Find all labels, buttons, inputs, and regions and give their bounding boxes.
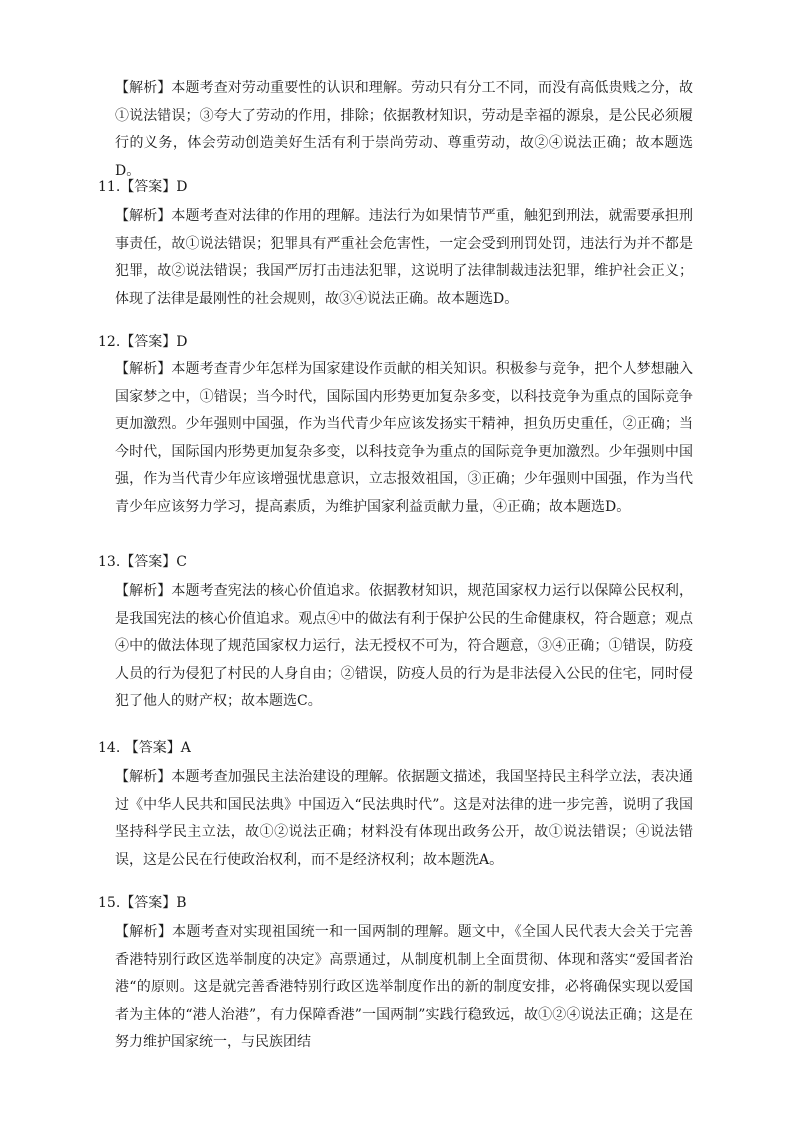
answer-11: 11.【答案】D xyxy=(98,179,188,195)
analysis-12: 【解析】本题考查青少年怎样为国家建设作贡献的相关知识。积极参与竞争，把个人梦想融入国家梦之中，①错误；当今时代，国际国内形势更加复杂多变，以科技竞争为重点的国际竞争更加激烈。少年强则中国强，作为当代青少年应该发扬实干精神，担负历史重任，②正确；当今时代，国际国内形势更加复杂多变，以科技竞争为重点的国际竞争更加激烈。少年强则中国强，作为当代青少年应该增强忧患意识，立志报效祖国，③正确；少年强则中国强，作为当代青少年应该努力学习，提高素质，为维护国家利益贡献力量，④正确；故本题选D。 xyxy=(115,361,693,515)
answer-13: 13.【答案】C xyxy=(98,554,187,570)
analysis-11: 【解析】本题考查对法律的作用的理解。违法行为如果情节严重，触犯到刑法，就需要承担刑事责任，故①说法错误；犯罪具有严重社会危害性，一定会受到刑罚处罚，违法行为并不都是犯罪，故②说法错误；我国严厉打击违法犯罪，这说明了法律制裁违法犯罪，维护社会正义；体现了法律是最刚性的社会规则，故③④说法正确。故本题选D。 xyxy=(115,208,693,307)
analysis-13: 【解析】本题考查宪法的核心价值追求。依据教材知识，规范国家权力运行以保障公民权利，是我国宪法的核心价值追求。观点④中的做法有利于保护公民的生命健康权，符合题意；观点④中的做法体现了规范国家权力运行，法无授权不可为，符合题意，③④正确；①错误，防疫人员的行为侵犯了村民的人身自由；②错误，防疫人员的行为是非法侵入公民的住宅，同时侵犯了他人的财产权；故本题选C。 xyxy=(115,583,693,709)
answer-15: 15.【答案】B xyxy=(98,895,187,911)
answer-14: 14. 【答案】A xyxy=(98,740,191,756)
answer-12: 12.【答案】D xyxy=(98,334,188,350)
analysis-14: 【解析】本题考查加强民主法治建设的理解。依据题文描述，我国坚持民主科学立法，表决通过《中华人民共和国民法典》中国迈入“民法典时代”。这是对法律的进一步完善，说明了我国坚持科学民主立法，故①②说法正确；材料没有体现出政务公开，故①说法错误；④说法错误，这是公民在行使政治权利，而不是经济权利；故本题洗A。 xyxy=(115,769,693,868)
analysis-15: 【解析】本题考查对实现祖国统一和一国两制的理解。题文中，《全国人民代表大会关于完善香港特别行政区选举制度的决定》高票通过，从制度机制上全面贯彻、体现和落实“爱国者治港“的原则。这是就完善香港特别行政区选举制度作出的新的制度安排，必将确保实现以爱国者为主体的“港人治港”，有力保障香港”一国两制”实践行稳致远，故①②④说法正确；这是在努力维护国家统一，与民族团结 xyxy=(115,924,693,1050)
analysis-10: 【解析】本题考查对劳动重要性的认识和理解。劳动只有分工不同，而没有高低贵贱之分，故①说法错误；③夸大了劳动的作用，排除；依据教材知识，劳动是幸福的源泉，是公民必须履行的义务，体会劳动创造美好生活有利于崇尚劳动、尊重劳动，故②④说法正确；故本题选D。 xyxy=(115,80,693,179)
